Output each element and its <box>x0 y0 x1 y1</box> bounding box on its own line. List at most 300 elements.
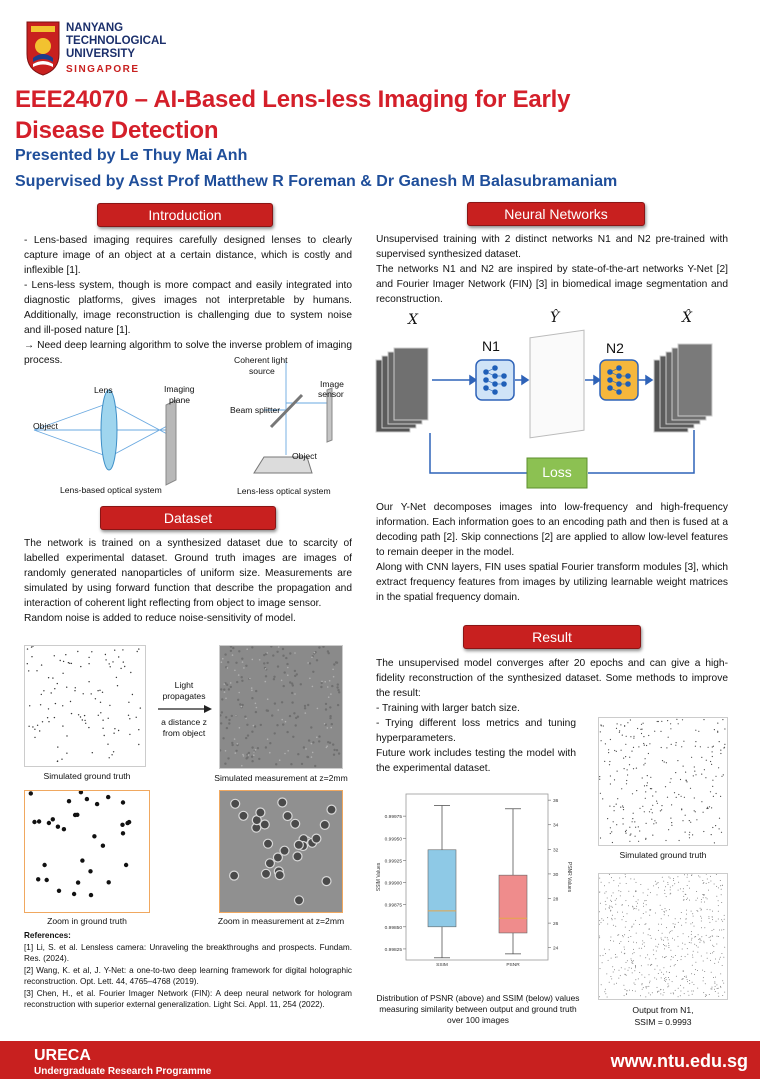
result-output-dot <box>710 953 711 954</box>
object-label-left: Object <box>33 421 58 431</box>
result-output-dot <box>664 893 665 894</box>
result-output-dot <box>714 963 715 964</box>
result-output-dot <box>604 885 605 886</box>
speckle-dot <box>227 667 229 669</box>
zoomed-measurement-blob <box>312 834 321 843</box>
result-gt-dot <box>694 810 695 811</box>
result-output-dot <box>686 914 687 915</box>
result-output-dot <box>603 955 604 956</box>
result-output-dot <box>663 974 664 975</box>
result-gt-dot <box>661 805 662 806</box>
result-gt-dot <box>626 780 627 781</box>
result-output-dot <box>678 996 679 997</box>
speckle-dot <box>331 685 333 687</box>
speckle-dot <box>276 724 278 726</box>
particle-dot <box>62 673 63 674</box>
result-gt-dot <box>706 808 707 809</box>
result-gt-dot <box>638 841 639 842</box>
zoomed-particle <box>121 831 125 835</box>
result-gt-dot <box>671 744 672 745</box>
result-output-dot <box>699 942 700 943</box>
speckle-dot <box>276 651 278 653</box>
result-output-dot <box>649 959 650 960</box>
result-gt-dot <box>621 788 622 789</box>
output-n1-caption-1: Output from N1, <box>632 1005 694 1015</box>
result-output-dot <box>682 943 683 944</box>
speckle-dot <box>325 703 327 705</box>
result-output-dot <box>634 970 635 971</box>
result-gt-dot <box>678 794 679 795</box>
result-gt-dot <box>712 786 713 787</box>
result-output-dot <box>703 882 704 883</box>
result-output-dot <box>664 948 665 949</box>
result-gt-dot <box>645 838 646 839</box>
result-output-dot <box>692 913 693 914</box>
result-output-dot <box>633 907 634 908</box>
result-output-dot <box>634 983 635 984</box>
result-gt-dot <box>643 736 644 737</box>
result-output-dot <box>626 990 627 991</box>
result-gt-dot <box>645 763 646 764</box>
result-gt-dot <box>676 797 677 798</box>
result-gt-dot <box>670 818 671 819</box>
result-gt-dot <box>670 728 671 729</box>
speckle-dot <box>255 690 257 692</box>
result-output-dot <box>721 889 722 890</box>
speckle-dot <box>220 688 222 690</box>
zoom-ground-truth-caption: Zoom in ground truth <box>47 916 127 926</box>
speckle-dot <box>227 757 229 759</box>
speckle-dot <box>332 743 334 745</box>
result-output-dot <box>711 972 712 973</box>
result-gt-dot <box>667 720 668 721</box>
result-gt-dot <box>720 753 721 754</box>
result-output-dot <box>611 978 612 979</box>
speckle-dot <box>329 706 331 708</box>
result-gt-dot <box>639 808 640 809</box>
result-output-dot <box>678 890 679 891</box>
speckle-dot <box>329 680 331 682</box>
result-gt-dot <box>611 831 612 832</box>
left-tick-label: 0.99825 <box>384 947 402 953</box>
result-output-dot <box>670 889 671 890</box>
result-output-dot <box>711 989 712 990</box>
result-output-dot <box>664 890 665 891</box>
result-gt-dot <box>648 735 649 736</box>
speckle-dot <box>295 717 297 719</box>
result-output-dot <box>724 947 725 948</box>
result-gt-dot <box>610 775 611 776</box>
speckle-dot <box>245 757 247 759</box>
result-gt-dot <box>614 779 615 780</box>
box-ssim <box>428 850 456 927</box>
speckle-dot <box>224 763 226 765</box>
result-output-dot <box>599 878 600 879</box>
result-output-dot <box>687 874 688 875</box>
result-output-dot <box>645 923 646 924</box>
result-output-dot <box>633 909 634 910</box>
zoomed-particle <box>47 821 51 825</box>
particle-dot <box>57 746 58 747</box>
result-output-dot <box>718 936 719 937</box>
result-gt-dot <box>696 819 697 820</box>
image-sensor-label-1: Image <box>320 379 344 389</box>
result-output-dot <box>626 975 627 976</box>
result-output-dot <box>684 874 685 875</box>
result-output-dot <box>625 969 626 970</box>
poster-title-line2: Disease Detection <box>15 117 219 144</box>
speckle-dot <box>246 648 248 650</box>
result-gt-dot <box>649 811 650 812</box>
particle-dot <box>48 708 49 709</box>
result-output-dot <box>670 931 671 932</box>
right-axis-label: PSNR Values <box>566 861 572 893</box>
result-output-dot <box>703 883 704 884</box>
particle-dot <box>88 681 89 682</box>
lens-shape <box>101 390 117 470</box>
particle-dot <box>88 657 89 658</box>
particle-dot <box>113 751 114 752</box>
result-output-dot <box>674 927 675 928</box>
result-output-dot <box>720 973 721 974</box>
particle-dot <box>54 717 55 718</box>
result-output-dot <box>615 957 616 958</box>
result-output-dot <box>680 995 681 996</box>
result-gt-dot <box>643 764 644 765</box>
result-output-dot <box>722 965 723 966</box>
result-output-dot <box>686 910 687 911</box>
result-output-dot <box>610 900 611 901</box>
result-output-dot <box>668 939 669 940</box>
result-output-dot <box>606 891 607 892</box>
right-tick-label: 30 <box>553 872 559 878</box>
result-output-dot <box>635 965 636 966</box>
result-output-dot <box>617 957 618 958</box>
result-output-dot <box>718 919 719 920</box>
result-gt-dot <box>626 830 627 831</box>
result-gt-dot <box>652 812 653 813</box>
result-gt-dot <box>642 806 643 807</box>
result-gt-dot <box>632 793 633 794</box>
result-output-dot <box>648 964 649 965</box>
network-diagram <box>372 308 732 493</box>
result-output-dot <box>718 900 719 901</box>
result-output-dot <box>648 889 649 890</box>
result-output-dot <box>721 902 722 903</box>
dataset-paragraph-2: Random noise is added to reduce noise-sensitivity of model. <box>24 613 296 624</box>
result-gt-dot <box>719 741 720 742</box>
result-output-dot <box>613 972 614 973</box>
result-gt-dot <box>634 821 635 822</box>
speckle-dot <box>338 691 340 693</box>
result-output-dot <box>712 930 713 931</box>
result-gt-dot <box>633 738 634 739</box>
result-output-dot <box>643 892 644 893</box>
particle-dot <box>128 702 129 703</box>
ntu-logo-line2: TECHNOLOGICAL <box>66 35 167 47</box>
result-output-dot <box>632 990 633 991</box>
result-gt-dot <box>644 785 645 786</box>
speckle-dot <box>300 683 302 685</box>
result-output-dot <box>634 879 635 880</box>
result-output-dot <box>623 916 624 917</box>
speckle-dot <box>256 707 258 709</box>
result-gt-dot <box>680 779 681 780</box>
result-output-dot <box>600 903 601 904</box>
zoomed-measurement-blob <box>275 871 284 880</box>
result-gt-dot <box>711 807 712 808</box>
result-output-dot <box>693 991 694 992</box>
footer-website[interactable]: www.ntu.edu.sg <box>610 1051 748 1071</box>
result-output-dot <box>641 918 642 919</box>
result-gt-dot <box>613 821 614 822</box>
speckle-dot <box>289 652 291 654</box>
result-gt-dot <box>645 791 646 792</box>
result-output-dot <box>629 967 630 968</box>
particle-dot <box>48 677 49 678</box>
result-output-dot <box>616 898 617 899</box>
result-output-dot <box>710 936 711 937</box>
beam-splitter-label: Beam splitter <box>230 405 281 415</box>
result-output-dot <box>680 918 681 919</box>
speckle-dot <box>328 696 330 698</box>
speckle-dot <box>251 687 253 689</box>
result-output-dot <box>639 972 640 973</box>
left-tick-label: 0.99925 <box>384 859 402 865</box>
result-gt-dot <box>655 791 656 792</box>
result-gt-dot <box>638 826 639 827</box>
result-output-dot <box>620 975 621 976</box>
zoomed-particle <box>89 893 93 897</box>
result-output-dot <box>681 956 682 957</box>
result-gt-dot <box>640 729 641 730</box>
speckle-dot <box>267 698 269 700</box>
speckle-dot <box>243 667 245 669</box>
speckle-dot <box>294 670 296 672</box>
result-output-dot <box>642 944 643 945</box>
result-output-dot <box>689 980 690 981</box>
result-output-dot <box>663 881 664 882</box>
particle-dot <box>32 726 33 727</box>
zoomed-measurement-blob <box>278 798 287 807</box>
result-output-dot <box>658 882 659 883</box>
result-output-dot <box>714 981 715 982</box>
result-output-dot <box>632 972 633 973</box>
result-output-dot <box>648 934 649 935</box>
result-output-dot <box>666 956 667 957</box>
result-gt-dot <box>715 776 716 777</box>
left-tick-label: 0.99975 <box>384 815 402 821</box>
speckle-dot <box>239 727 241 729</box>
result-output-dot <box>605 909 606 910</box>
result-output-dot <box>709 994 710 995</box>
speckle-dot <box>322 646 324 648</box>
zoomed-particle <box>42 863 46 867</box>
zoomed-measurement-blob <box>322 877 331 886</box>
result-output-dot <box>693 984 694 985</box>
particle-dot <box>51 692 52 693</box>
particle-dot <box>132 694 133 695</box>
result-output-dot <box>702 894 703 895</box>
result-gt-dot <box>616 804 617 805</box>
result-gt-dot <box>614 810 615 811</box>
speckle-dot <box>282 648 284 650</box>
result-output-dot <box>700 916 701 917</box>
result-gt-dot <box>695 730 696 731</box>
result-output-dot <box>628 937 629 938</box>
particle-dot <box>138 648 139 649</box>
result-output-dot <box>623 936 624 937</box>
result-output-dot <box>685 894 686 895</box>
result-gt-dot <box>605 743 606 744</box>
box-plot-chart <box>370 782 580 970</box>
result-output-dot <box>721 919 722 920</box>
result-gt-dot <box>627 774 628 775</box>
speckle-dot <box>241 706 243 708</box>
result-gt-dot <box>600 837 601 838</box>
result-output-dot <box>702 880 703 881</box>
speckle-dot <box>281 701 283 703</box>
zoomed-measurement-blob <box>320 820 329 829</box>
result-output-dot <box>668 915 669 916</box>
speckle-dot <box>251 746 253 748</box>
result-output-dot <box>670 887 671 888</box>
result-output-dot <box>712 919 713 920</box>
particle-dot <box>65 654 66 655</box>
result-output-dot <box>643 913 644 914</box>
poster-title-line1: EEE24070 – AI-Based Lens-less Imaging for Early <box>15 86 571 113</box>
result-output-dot <box>724 919 725 920</box>
result-gt-dot <box>691 757 692 758</box>
speckle-dot <box>307 704 309 706</box>
result-output-dot <box>645 924 646 925</box>
result-output-dot <box>694 926 695 927</box>
result-output-dot <box>703 961 704 962</box>
speckle-dot <box>237 743 239 745</box>
result-output-dot <box>672 938 673 939</box>
particle-dot <box>129 718 130 719</box>
result-gt-dot <box>607 818 608 819</box>
result-output-dot <box>610 910 611 911</box>
result-gt-dot <box>610 783 611 784</box>
zoomed-measurement-blob <box>239 811 248 820</box>
result-gt-dot <box>685 815 686 816</box>
particle-dot <box>136 717 137 718</box>
result-output-dot <box>618 890 619 891</box>
particle-dot <box>47 717 48 718</box>
result-gt-dot <box>675 745 676 746</box>
result-output-dot <box>698 934 699 935</box>
dataset-heading: Dataset <box>100 506 276 530</box>
particle-dot <box>112 661 113 662</box>
arrow-label-1: Light <box>174 680 194 690</box>
introduction-text <box>24 233 352 368</box>
speckle-dot <box>220 714 222 716</box>
speckle-dot <box>291 701 293 703</box>
speckle-dot <box>267 738 269 740</box>
right-tick-label: 28 <box>553 897 559 903</box>
result-output-dot <box>631 960 632 961</box>
zoomed-measurement-blob <box>327 805 336 814</box>
particle-dot <box>27 663 28 664</box>
speckle-dot <box>336 749 338 751</box>
result-gt-dot <box>633 768 634 769</box>
zoomed-particle <box>80 858 84 862</box>
result-gt-dot <box>701 757 702 758</box>
result-gt-dot <box>613 806 614 807</box>
result-gt-dot <box>600 793 601 794</box>
result-output-dot <box>607 924 608 925</box>
result-gt-dot <box>643 723 644 724</box>
result-output-dot <box>666 910 667 911</box>
right-tick-label: 34 <box>553 823 559 829</box>
speckle-dot <box>225 750 227 752</box>
result-output-dot <box>628 891 629 892</box>
result-output-dot <box>668 977 669 978</box>
result-output-dot <box>721 894 722 895</box>
particle-dot <box>97 690 98 691</box>
particle-dot <box>92 752 93 753</box>
speckle-dot <box>277 709 279 711</box>
result-gt-dot <box>665 786 666 787</box>
speckle-dot <box>331 723 333 725</box>
particle-dot <box>62 705 63 706</box>
result-output-dot <box>697 988 698 989</box>
result-output-dot <box>678 946 679 947</box>
particle-dot <box>77 651 78 652</box>
result-gt-dot <box>684 797 685 798</box>
result-gt-dot <box>645 798 646 799</box>
result-text-top <box>376 656 728 701</box>
result-output-dot <box>664 912 665 913</box>
result-output-dot <box>633 949 634 950</box>
speckle-dot <box>286 731 288 733</box>
result-output-dot <box>699 877 700 878</box>
result-gt-dot <box>722 719 723 720</box>
speckle-dot <box>270 646 272 648</box>
result-output-dot <box>610 976 611 977</box>
result-output-dot <box>636 901 637 902</box>
particle-dot <box>71 663 72 664</box>
result-output-dot <box>626 921 627 922</box>
result-output-dot <box>611 877 612 878</box>
result-output-dot <box>710 940 711 941</box>
speckle-dot <box>321 681 323 683</box>
speckle-dot <box>301 763 303 765</box>
result-gt-dot <box>629 764 630 765</box>
result-output-dot <box>686 899 687 900</box>
result-output-dot <box>635 967 636 968</box>
box-plot-caption: Distribution of PSNR (above) and SSIM (below) values measuring similarity between output and ground truth over 100 images <box>376 993 580 1025</box>
speckle-dot <box>310 726 312 728</box>
result-gt-dot <box>629 757 630 758</box>
result-output-dot <box>650 965 651 966</box>
result-output-dot <box>624 949 625 950</box>
result-output-dot <box>599 936 600 937</box>
zoomed-measurement-blob <box>264 839 273 848</box>
speckle-dot <box>333 676 335 678</box>
result-output-dot <box>617 912 618 913</box>
result-output-dot <box>667 882 668 883</box>
speckle-dot <box>307 662 309 664</box>
result-output-dot <box>615 926 616 927</box>
speckle-dot <box>304 705 306 707</box>
result-gt-dot <box>625 833 626 834</box>
result-output-dot <box>616 983 617 984</box>
result-gt-dot <box>643 743 644 744</box>
result-output-dot <box>607 898 608 899</box>
speckle-dot <box>324 723 326 725</box>
